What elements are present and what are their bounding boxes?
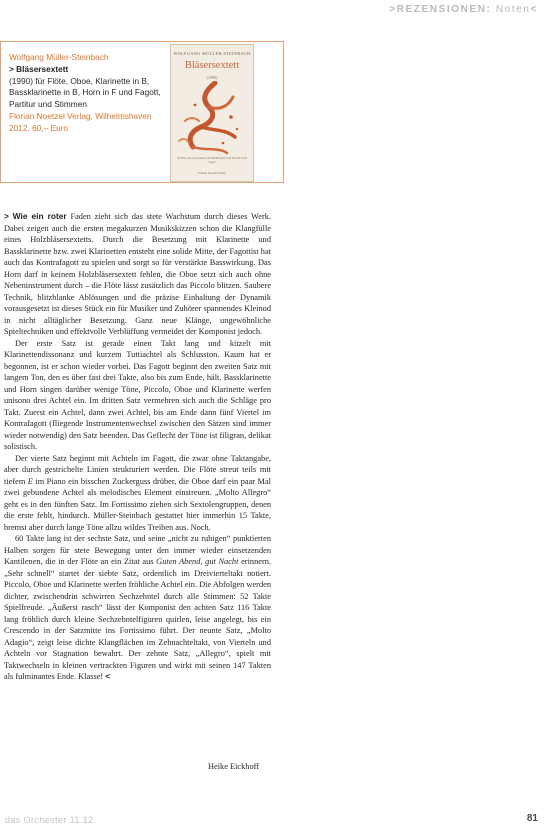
review-info-text bbox=[9, 52, 169, 135]
article-paragraph bbox=[4, 453, 271, 534]
paragraph-text: im Piano ein bisschen Zuckerguss drüber, die Oboe darf ein paar Mal zwei gebundene Achtel als melodisches Element einstreuen. „Molto Allegro“ geht es in den fünften Satz. Im Fortissimo ziehen sich Sextolengruppen, denen die erste fehlt, hindurch. Müller-Steinbach gestattet hier immerhin 15 Takte, bremst aber durch lange Töne allzu wildes Treiben aus. Noch. bbox=[4, 476, 271, 532]
magazine-issue: das Orchester 11.12 bbox=[5, 815, 94, 825]
cover-title: Bläsersextett bbox=[184, 60, 240, 71]
reviewer-signature: Heike Eickhoff bbox=[208, 762, 260, 771]
header-section: REZENSIONEN: bbox=[396, 4, 492, 15]
section-header bbox=[389, 4, 538, 15]
page-number: 81 bbox=[526, 813, 538, 824]
header-suffix: < bbox=[530, 4, 538, 15]
lead-marker: > bbox=[4, 211, 9, 221]
paragraph-text: Der vierte Satz beginnt mit Achteln im Fagott, die zwar ohne Taktangabe, aber durch gestrichelte Linien strukturiert werden. Die Flöte streut teils mit tiefem bbox=[4, 453, 271, 486]
article-paragraph bbox=[4, 533, 271, 683]
article-paragraph bbox=[4, 211, 271, 338]
publisher-info: Florian Noetzel Verlag, Wilhelmshaven 2012, 60,– Euro bbox=[9, 110, 152, 133]
review-info-box bbox=[0, 41, 284, 183]
song-quote: Guten Abend, gut Nacht bbox=[156, 557, 239, 566]
score-cover-image bbox=[170, 44, 254, 182]
article-paragraph bbox=[4, 338, 271, 453]
paragraph-text: 60 Takte lang ist der sechste Satz, und seine „nicht zu ruhigen“ punktierten Halben sorgen für stete Bewegung unter den immer wieder einsetzenden Kantilenen, die in der Flöte an ein Zitat aus bbox=[4, 534, 271, 566]
composer-name: Wolfgang Müller-Steinbach bbox=[9, 52, 109, 62]
note-name: E bbox=[27, 476, 33, 486]
lead-words: Wie ein roter bbox=[12, 211, 67, 221]
end-marker: < bbox=[105, 671, 111, 681]
review-article bbox=[4, 211, 271, 683]
work-details: (1990) für Flöte, Oboe, Klarinette in B, Bassklarinette in B, Horn in F und Fagott, Partitur und Stimmen bbox=[9, 75, 161, 110]
cover-publisher: Florian Noetzel Verlag bbox=[198, 171, 226, 175]
work-title: Bläsersextett bbox=[16, 63, 69, 74]
cover-year: (1990) bbox=[206, 75, 218, 80]
cover-subtitle: für Flöte, Oboe, Klarinette in B, Bassklarinette in B, Horn in F und Fagott bbox=[177, 157, 247, 164]
cover-artwork-icon bbox=[171, 81, 253, 157]
paragraph-text: Der erste Satz ist gerade einen Takt lang und kitzelt mit Klarinettendissonanz und kurzem Tuttiachtel als Schlusston. Kaum hat er begonnen, ist er schon wieder vorbei. Das Fagott beginnt den zweiten Satz mit langem Ton, den es über fast drei Takte, also bis zum Ende, hält. Bassklarinette und Horn singen darüber wenige Töne, Piccolo, Oboe und Klarinette werfen unisono drei Achtel ein. Im dritten Satz vermehren sich auch die Schläge pro Takt. Zuerst ein Achtel, dann zwei Achtel, bis am Ende dann fünf Viertel im Kontrafagott (fliegende Instrumentenwechsel zwischen den Sätzen sind immer wieder notwendig) den Satz beenden. Das Geflecht der Töne ist filigran, delikat solistisch. bbox=[4, 338, 271, 451]
paragraph-text: erinnern. „Sehr schnell“ startet der siebte Satz, ordentlich im Dreivierteltakt notiert. Piccolo, Oboe und Klarinette werfen fröhliche Achtel ein. Die Abfolgen werden dichter, zwischendrin schwirren Sechzehntel durch alle Stimmen: 52 Takte Spielfreude. „Äußerst rasch“ lässt der Komponist den achten Satz 116 Takte lang fröhlich durch kleine Sechzehntelfiguren quirlen, leise angelegt, bis ein Crescendo in der Satzmitte ins Fortissimo führt. Der neunte Satz, „Molto Adagio“, zeigt leise dichte Klangflächen im Zehnachteltakt, von Vierteln und Achteln vor Stagnation bewahrt. Der zehnte Satz, „Allegro“, spielt mit Taktwechseln in kleinen vertrackten Figuren und wirkt mit seinen 147 Takten als fulminantes Ende. Klasse! bbox=[4, 557, 271, 681]
header-category: Noten bbox=[495, 4, 531, 15]
cover-author: WOLFGANG MÜLLER-STEINBACH bbox=[173, 51, 251, 56]
title-marker: > bbox=[9, 63, 14, 74]
paragraph-text: Faden zieht sich das stete Wachstum durch dieses Werk. Dabei zeigen auch die ersten megakurzen Musikskizzen schon die Klangfülle eines Holzbläsersextetts. Durch die Besetzung mit Klarinette und Bassklarinette bzw. zwei Klarinetten entsteht eine solide Mitte, der Fagottist hat auch das Kontrafagott zu spielen und sorgt so für verstärkte Basswirkung. Das Horn darf in keinem Holzbläsersextett fehlen, die Oboe setzt sich auch ohne Nebeninstrument durch – die Flöte lässt zusätzlich das Piccolo blitzen. Saubere Technik, blitzblanke Ablösungen und die präzise Einhaltung der Dynamik vorausgesetzt ist dieses Stück ein für Musiker und Zuhörer spannendes Kleinod in nicht alltäglicher Besetzung. Ganz neue Klänge, ungewöhnliche Spieltechniken und effektvolle Verblüffung vermeidet der Komponist jedoch. bbox=[4, 212, 271, 336]
header-prefix: > bbox=[389, 4, 397, 15]
